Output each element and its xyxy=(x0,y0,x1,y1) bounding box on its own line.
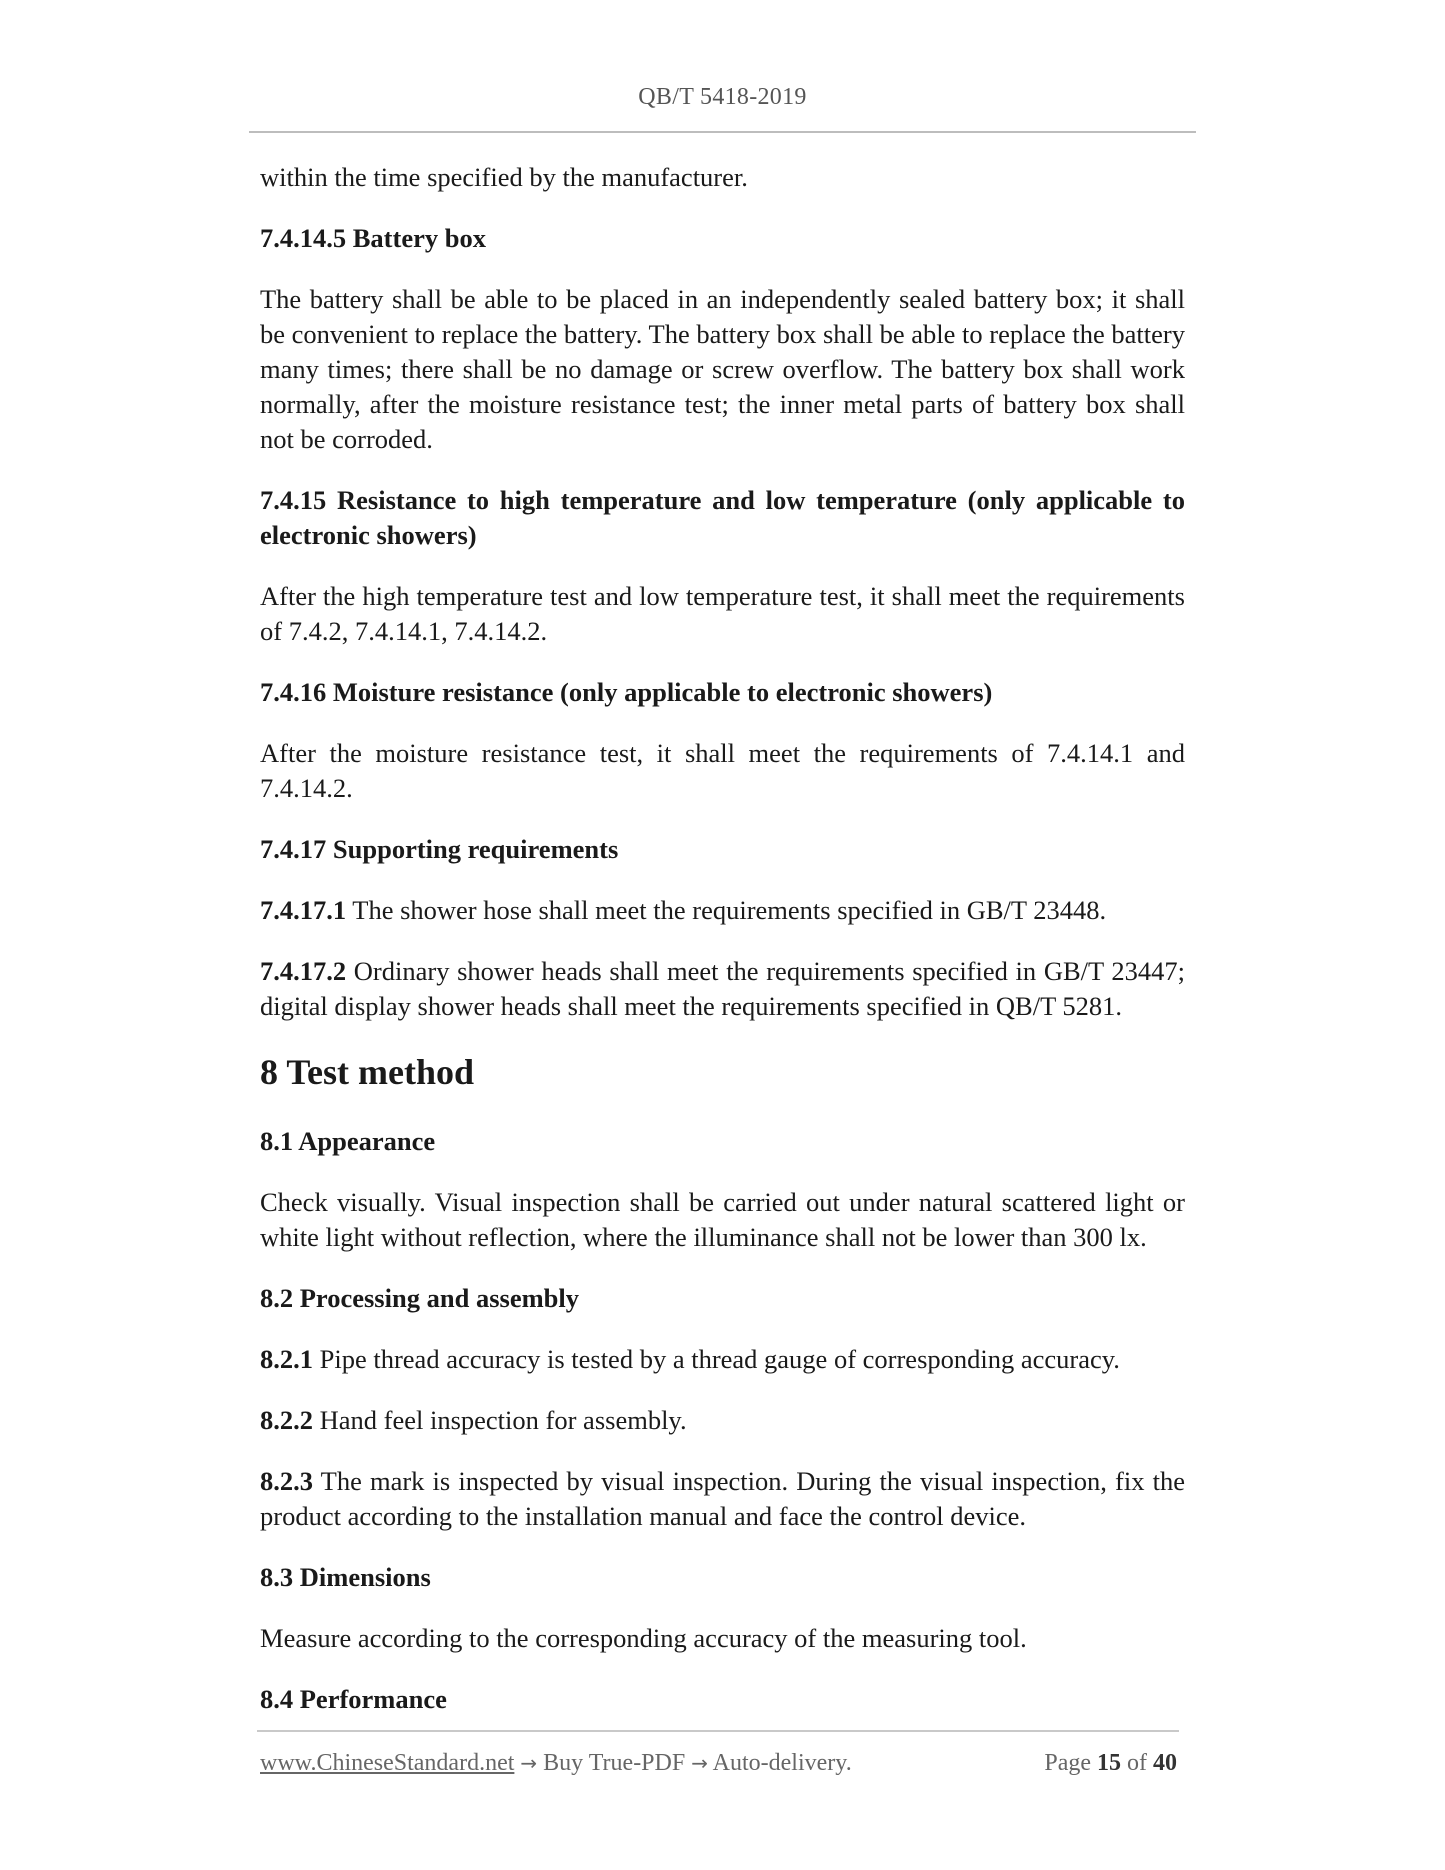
section-heading-7-4-14-5: 7.4.14.5 Battery box xyxy=(260,223,486,253)
clause-text: Ordinary shower heads shall meet the requirements specified in GB/T 23447; digital display shower heads shall meet the requirements specified in QB/T 5281. xyxy=(260,956,1185,1021)
section-heading-7-4-15: 7.4.15 Resistance to high temperature and low temperature (only applicable to electronic showers) xyxy=(260,485,1185,550)
paragraph: Check visually. Visual inspection shall be carried out under natural scattered light or white light without reflection, where the illuminance shall not be lower than 300 lx. xyxy=(260,1187,1185,1252)
section-heading-8-3: 8.3 Dimensions xyxy=(260,1562,431,1592)
clause-text: Hand feel inspection for assembly. xyxy=(313,1405,687,1435)
page-current: 15 xyxy=(1097,1750,1121,1776)
paragraph: within the time specified by the manufacturer. xyxy=(260,162,748,192)
section-heading-8-4: 8.4 Performance xyxy=(260,1684,447,1714)
clause-8-2-3 xyxy=(260,1464,1185,1534)
header-divider xyxy=(249,131,1196,133)
of-label: of xyxy=(1121,1750,1153,1776)
paragraph: The battery shall be able to be placed in an independently sealed battery box; it shall be convenient to replace the battery. The battery box shall be able to replace the battery many times; there shall be no damage or screw overflow. The battery box shall work normally, after the moisture resistance test; the inner metal parts of battery box shall not be corroded. xyxy=(260,284,1185,454)
section-heading-7-4-17: 7.4.17 Supporting requirements xyxy=(260,834,619,864)
page-footer xyxy=(260,1750,1177,1777)
clause-text: Pipe thread accuracy is tested by a thread gauge of corresponding accuracy. xyxy=(313,1344,1120,1374)
clause-7-4-17-2 xyxy=(260,954,1185,1024)
section-heading-8-2: 8.2 Processing and assembly xyxy=(260,1283,580,1313)
clause-text: The mark is inspected by visual inspection. During the visual inspection, fix the product according to the installation manual and face the control device. xyxy=(260,1466,1185,1531)
clause-number: 8.2.2 xyxy=(260,1405,313,1435)
clause-number: 7.4.17.2 xyxy=(260,956,347,986)
website-link[interactable]: www.ChineseStandard.net xyxy=(260,1750,515,1776)
paragraph: After the high temperature test and low temperature test, it shall meet the requirements of 7.4.2, 7.4.14.1, 7.4.14.2. xyxy=(260,581,1185,646)
page-number xyxy=(1044,1750,1177,1777)
section-heading-7-4-16: 7.4.16 Moisture resistance (only applicable to electronic showers) xyxy=(260,677,993,707)
page-content xyxy=(260,160,1185,1717)
buy-true-pdf-text: Buy True-PDF xyxy=(537,1750,692,1776)
paragraph: After the moisture resistance test, it shall meet the requirements of 7.4.14.1 and 7.4.14.2. xyxy=(260,738,1185,803)
chapter-heading-8: 8 Test method xyxy=(260,1052,475,1092)
clause-8-2-2 xyxy=(260,1403,1185,1438)
clause-text: The shower hose shall meet the requirements specified in GB/T 23448. xyxy=(346,895,1107,925)
clause-8-2-1 xyxy=(260,1342,1185,1377)
page-total: 40 xyxy=(1153,1750,1177,1776)
document-code-header: QB/T 5418-2019 xyxy=(638,84,807,110)
auto-delivery-text: Auto-delivery. xyxy=(707,1750,852,1776)
arrow-right-icon: → xyxy=(691,1751,708,1775)
footer-left xyxy=(260,1750,852,1777)
clause-number: 8.2.3 xyxy=(260,1466,313,1496)
page-label: Page xyxy=(1044,1750,1097,1776)
footer-divider xyxy=(257,1730,1179,1732)
paragraph: Measure according to the corresponding accuracy of the measuring tool. xyxy=(260,1623,1027,1653)
arrow-right-icon: → xyxy=(520,1751,538,1775)
clause-7-4-17-1 xyxy=(260,893,1185,928)
clause-number: 7.4.17.1 xyxy=(260,895,347,925)
section-heading-8-1: 8.1 Appearance xyxy=(260,1126,436,1156)
clause-number: 8.2.1 xyxy=(260,1344,313,1374)
